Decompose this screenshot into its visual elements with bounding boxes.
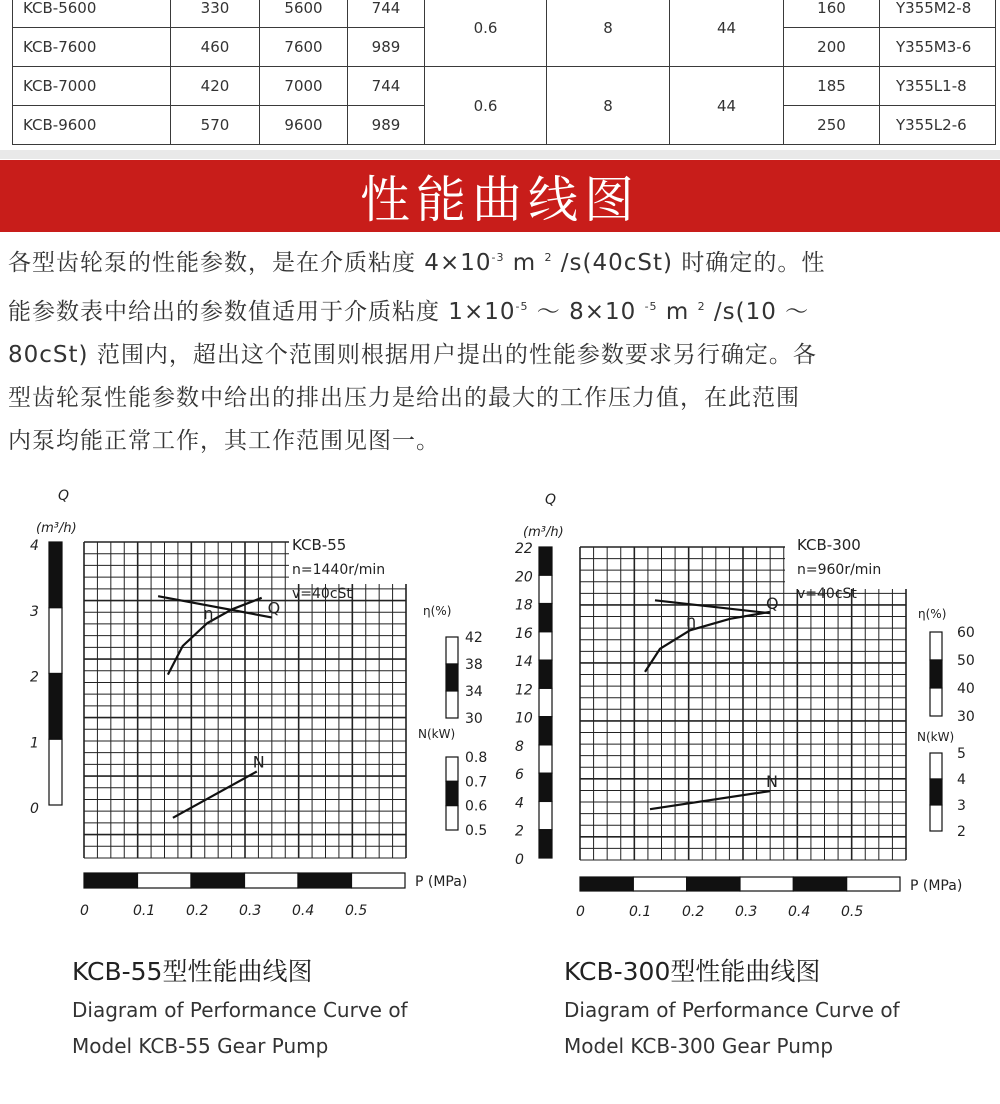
motor-model-cell: Y355M2-8 bbox=[880, 0, 996, 28]
n-axis-tick-label: 3 bbox=[957, 798, 966, 814]
q-axis-segment bbox=[539, 604, 552, 632]
q-axis-segment bbox=[539, 632, 552, 660]
q-tick-label: 2 bbox=[30, 669, 39, 686]
table-footer-strip bbox=[0, 150, 1000, 159]
q-tick-label: 6 bbox=[515, 767, 524, 784]
q-tick-label: 0 bbox=[515, 852, 524, 868]
q-axis-segment bbox=[49, 542, 62, 608]
table-row bbox=[13, 0, 996, 28]
table-cell: 989 bbox=[348, 28, 425, 67]
exponent: 2 bbox=[697, 300, 706, 313]
x-tick-label: 0.2 bbox=[682, 904, 705, 920]
intro-text: m bbox=[504, 250, 545, 276]
curve-label: N bbox=[765, 772, 778, 792]
exponent: -5 bbox=[515, 300, 529, 313]
intro-text: 能参数表中给出的参数值适用于介质粘度 1×10 bbox=[8, 299, 516, 325]
p-axis-segment bbox=[352, 873, 406, 888]
x-tick-label: 0.2 bbox=[186, 903, 209, 919]
x-tick-label: 0.5 bbox=[841, 904, 864, 920]
eta-axis-label: η(%) bbox=[918, 607, 947, 621]
x-axis-label: P (MPa) bbox=[415, 874, 468, 890]
table-cell: 8 bbox=[547, 67, 670, 145]
q-tick-label: 14 bbox=[515, 654, 533, 671]
table-cell: 460 bbox=[171, 28, 260, 67]
q-axis-segment bbox=[539, 745, 552, 773]
n-axis-segment bbox=[930, 779, 942, 805]
chart-subtitle: Diagram of Performance Curve of bbox=[564, 998, 900, 1022]
q-tick-label: 12 bbox=[515, 682, 533, 699]
table-cell: 44 bbox=[670, 67, 784, 145]
q-axis-segment bbox=[539, 801, 552, 829]
chart-subtitle: Diagram of Performance Curve of bbox=[72, 998, 408, 1022]
p-axis-segment bbox=[633, 877, 686, 891]
eta-axis-tick-label: 30 bbox=[957, 709, 975, 725]
intro-text: /s(10 ～ bbox=[705, 299, 810, 325]
q-axis-segment bbox=[539, 717, 552, 745]
q-tick-label: 4 bbox=[515, 795, 524, 812]
x-tick-label: 0.1 bbox=[629, 904, 652, 920]
intro-text: 各型齿轮泵的性能参数，是在介质粘度 4×10 bbox=[8, 250, 492, 276]
table-cell: 9600 bbox=[260, 106, 348, 145]
eta-axis-segment bbox=[930, 632, 942, 660]
exponent: -5 bbox=[644, 300, 658, 313]
curve-q bbox=[655, 600, 770, 613]
eta-axis-tick-label: 30 bbox=[465, 711, 483, 727]
chart-title: KCB-55型性能曲线图 bbox=[72, 957, 313, 986]
curve-n bbox=[650, 791, 770, 809]
eta-axis-segment bbox=[446, 664, 458, 691]
chart-title: KCB-300型性能曲线图 bbox=[564, 957, 821, 986]
table-cell: 989 bbox=[348, 106, 425, 145]
q-axis-label: Q bbox=[545, 492, 557, 508]
q-axis-label: Q bbox=[58, 488, 70, 504]
p-axis-segment bbox=[793, 877, 846, 891]
n-axis-tick-label: 4 bbox=[957, 772, 966, 788]
q-axis-segment bbox=[49, 739, 62, 805]
chart-subtitle: Model KCB-55 Gear Pump bbox=[72, 1034, 329, 1058]
q-tick-label: 8 bbox=[515, 738, 524, 755]
p-axis-segment bbox=[580, 877, 633, 891]
intro-paragraph bbox=[8, 236, 996, 463]
table-cell: 8 bbox=[547, 0, 670, 67]
q-tick-label: 16 bbox=[515, 625, 533, 642]
intro-line bbox=[8, 236, 996, 285]
table-cell: 744 bbox=[348, 67, 425, 106]
x-tick-label: 0.3 bbox=[735, 904, 758, 920]
p-axis-segment bbox=[191, 873, 245, 888]
n-axis-label: N(kW) bbox=[917, 730, 955, 744]
curve-label: η bbox=[203, 604, 214, 624]
motor-model-cell: Y355L1-8 bbox=[880, 67, 996, 106]
motor-power-cell: 200 bbox=[784, 28, 880, 67]
x-tick-label: 0.5 bbox=[345, 903, 368, 919]
q-tick-label: 0 bbox=[30, 801, 39, 817]
eta-axis-segment bbox=[930, 660, 942, 688]
q-tick-label: 22 bbox=[515, 541, 533, 557]
chart-annotation: v=40cSt bbox=[797, 586, 857, 602]
spec-table bbox=[12, 0, 996, 145]
curve-label: Q bbox=[765, 594, 779, 614]
eta-axis-tick-label: 34 bbox=[465, 684, 483, 700]
chart-svg bbox=[0, 480, 500, 940]
curve-label: η bbox=[685, 611, 697, 631]
p-axis-segment bbox=[245, 873, 299, 888]
n-axis-tick-label: 0.8 bbox=[465, 750, 488, 766]
curve-label: N bbox=[252, 752, 265, 772]
x-tick-label: 0.1 bbox=[133, 903, 156, 919]
p-axis-segment bbox=[138, 873, 192, 888]
model-cell: KCB-7600 bbox=[13, 28, 171, 67]
performance-chart-kcb55 bbox=[0, 480, 500, 1104]
intro-text: m bbox=[657, 299, 698, 325]
chart-annotation: n=960r/min bbox=[797, 562, 882, 578]
intro-line bbox=[8, 285, 996, 334]
table-row bbox=[13, 67, 996, 106]
n-axis-tick-label: 0.7 bbox=[465, 774, 488, 791]
eta-axis-segment bbox=[446, 637, 458, 664]
intro-line: 型齿轮泵性能参数中给出的排出压力是给出的最大的工作压力值，在此范围 bbox=[8, 385, 800, 411]
eta-axis-label: η(%) bbox=[423, 604, 452, 618]
curve-q bbox=[158, 596, 272, 617]
n-axis-segment bbox=[930, 753, 942, 779]
n-axis-tick-label: 0.6 bbox=[465, 798, 488, 815]
q-axis-segment bbox=[539, 688, 552, 716]
q-tick-label: 3 bbox=[30, 603, 39, 620]
q-tick-label: 2 bbox=[515, 823, 524, 840]
motor-power-cell: 160 bbox=[784, 0, 880, 28]
motor-power-cell: 250 bbox=[784, 106, 880, 145]
section-banner bbox=[0, 160, 1000, 232]
chart-subtitle: Model KCB-300 Gear Pump bbox=[564, 1034, 834, 1058]
q-axis-segment bbox=[539, 660, 552, 688]
q-axis-segment bbox=[539, 773, 552, 801]
n-axis-segment bbox=[446, 781, 458, 805]
table-cell: 330 bbox=[171, 0, 260, 28]
model-cell: KCB-9600 bbox=[13, 106, 171, 145]
q-axis-segment bbox=[49, 674, 62, 740]
p-axis-segment bbox=[847, 877, 900, 891]
n-axis-tick-label: 0.5 bbox=[465, 823, 488, 839]
intro-line: 80cSt) 范围内，超出这个范围则根据用户提出的性能参数要求另行确定。各 bbox=[8, 342, 817, 368]
table-cell: 570 bbox=[171, 106, 260, 145]
table-cell: 7600 bbox=[260, 28, 348, 67]
x-axis-label: P (MPa) bbox=[910, 878, 963, 894]
q-axis-segment bbox=[539, 830, 552, 858]
q-tick-label: 1 bbox=[30, 735, 39, 752]
p-axis-segment bbox=[84, 873, 138, 888]
table-cell: 420 bbox=[171, 67, 260, 106]
curve-label: Q bbox=[267, 598, 281, 618]
q-axis-unit: (m³/h) bbox=[36, 521, 77, 536]
x-tick-label: 0.4 bbox=[788, 904, 811, 920]
table-cell: 744 bbox=[348, 0, 425, 28]
n-axis-segment bbox=[446, 757, 458, 781]
x-tick-label: 0 bbox=[80, 903, 89, 919]
intro-text: ～ 8×10 bbox=[528, 299, 645, 325]
p-axis-segment bbox=[740, 877, 793, 891]
q-axis-unit: (m³/h) bbox=[523, 525, 564, 540]
model-cell: KCB-7000 bbox=[13, 67, 171, 106]
eta-axis-segment bbox=[446, 691, 458, 718]
eta-axis-tick-label: 50 bbox=[957, 653, 975, 669]
table-cell: 7000 bbox=[260, 67, 348, 106]
exponent: -3 bbox=[491, 251, 505, 264]
chart-annotation: n=1440r/min bbox=[292, 562, 386, 578]
q-axis-segment bbox=[539, 547, 552, 575]
eta-axis-tick-label: 40 bbox=[957, 681, 975, 697]
x-tick-label: 0 bbox=[576, 904, 585, 920]
banner-title: 性能曲线图 bbox=[360, 171, 640, 229]
exponent: 2 bbox=[544, 251, 553, 264]
q-tick-label: 18 bbox=[515, 597, 533, 614]
eta-axis-tick-label: 38 bbox=[465, 657, 483, 673]
intro-line: 内泵均能正常工作，其工作范围见图一。 bbox=[8, 428, 440, 454]
pressure-cell: 0.6 bbox=[425, 0, 547, 67]
eta-axis-segment bbox=[930, 688, 942, 716]
p-axis-segment bbox=[298, 873, 352, 888]
q-tick-label: 4 bbox=[30, 538, 39, 554]
eta-axis-tick-label: 42 bbox=[465, 630, 483, 646]
n-axis-segment bbox=[446, 806, 458, 830]
motor-power-cell: 185 bbox=[784, 67, 880, 106]
x-tick-label: 0.4 bbox=[292, 903, 315, 919]
n-axis-tick-label: 5 bbox=[957, 746, 966, 762]
table-cell: 44 bbox=[670, 0, 784, 67]
motor-model-cell: Y355L2-6 bbox=[880, 106, 996, 145]
chart-annotation: KCB-300 bbox=[797, 536, 861, 554]
curve-eta bbox=[168, 598, 262, 675]
n-axis-segment bbox=[930, 805, 942, 831]
pressure-cell: 0.6 bbox=[425, 67, 547, 145]
p-axis-segment bbox=[687, 877, 740, 891]
q-tick-label: 20 bbox=[515, 569, 533, 586]
intro-text: /s(40cSt) 时确定的。性 bbox=[552, 250, 826, 276]
n-axis-tick-label: 2 bbox=[957, 824, 966, 840]
chart-svg bbox=[500, 480, 1000, 940]
chart-annotation: KCB-55 bbox=[292, 536, 347, 554]
performance-chart-kcb300 bbox=[500, 480, 1000, 1104]
model-cell: KCB-5600 bbox=[13, 0, 171, 28]
table-cell: 5600 bbox=[260, 0, 348, 28]
q-tick-label: 10 bbox=[515, 710, 533, 727]
motor-model-cell: Y355M3-6 bbox=[880, 28, 996, 67]
eta-axis-tick-label: 60 bbox=[957, 625, 975, 641]
n-axis-label: N(kW) bbox=[418, 727, 456, 741]
x-tick-label: 0.3 bbox=[239, 903, 262, 919]
chart-annotation: v=40cSt bbox=[292, 586, 352, 602]
q-axis-segment bbox=[539, 575, 552, 603]
q-axis-segment bbox=[49, 608, 62, 674]
